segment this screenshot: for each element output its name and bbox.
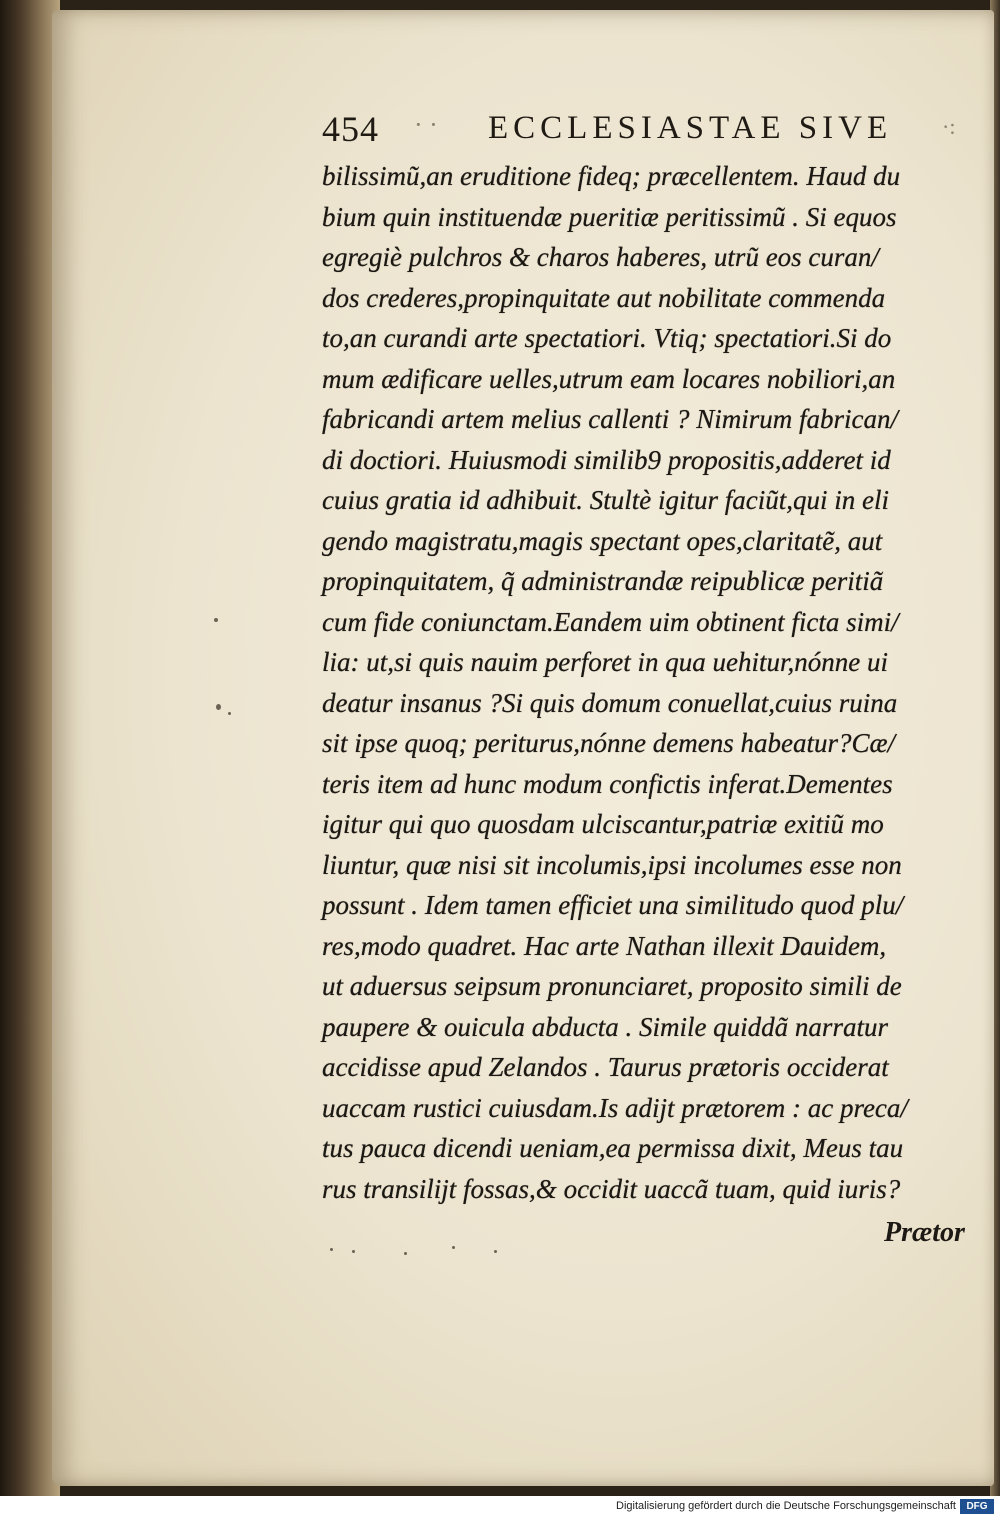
text-line: bilissimũ,an eruditione fideq; præcellentem. Haud du: [322, 161, 901, 191]
paper-speck: [404, 1252, 407, 1255]
paper-speck: [352, 1250, 355, 1253]
paper-speck: [216, 704, 221, 710]
text-line: dos crederes,propinquitate aut nobilitate commenda: [322, 282, 886, 313]
text-line: res,modo quadret. Hac arte Nathan illexit Dauidem,: [322, 930, 887, 961]
text-line: mum ædificare uelles,utrum eam locares nobiliori,an: [322, 363, 896, 394]
running-head: [322, 108, 962, 152]
printer-mark-icon: ·:: [942, 114, 956, 139]
text-line: gendo magistratu,magis spectant opes,claritatẽ, aut: [322, 525, 883, 556]
ornament-dots-icon: · ·: [414, 110, 438, 139]
page-number: 454: [322, 109, 379, 149]
catchword: Prætor: [884, 1217, 965, 1248]
text-line: tus pauca dicendi ueniam,ea permissa dixit, Meus tau: [322, 1133, 904, 1163]
text-line: lia: ut,si quis nauim perforet in qua uehitur,nónne ui: [322, 647, 888, 677]
paper-speck: [228, 712, 231, 715]
text-line: rus transilijt fossas,& occidit uaccã tuam, quid iuris?: [322, 1173, 901, 1204]
text-line: possunt . Idem tamen efficiet una similitudo quod plu/: [322, 890, 904, 920]
dfg-logo-icon: DFG: [960, 1499, 994, 1514]
text-line: cum fide coniunctam.Eandem uim obtinent ficta simi/: [322, 606, 899, 637]
paper-speck: [452, 1246, 455, 1249]
paper-speck: [494, 1250, 497, 1253]
text-line: teris item ad hunc modum confictis inferat.Dementes: [322, 768, 893, 799]
body-text: [322, 156, 962, 1209]
text-line: di doctiori. Huiusmodi similib9 propositis,adderet id: [322, 444, 891, 475]
text-line: propinquitatem, q̃ administrandæ reipublicæ peritiã: [322, 566, 884, 596]
text-line: sit ipse quoq; periturus,nónne demens habeatur?Cæ/: [322, 728, 895, 758]
text-line: liuntur, quæ nisi sit incolumis,ipsi incolumes esse non: [322, 849, 902, 880]
text-line: cuius gratia id adhibuit. Stultè igitur faciũt,qui in eli: [322, 485, 889, 515]
text-line: egregiè pulchros & charos haberes, utrũ eos curan/: [322, 242, 879, 272]
text-line: fabricandi artem melius callenti ? Nimirum fabrican/: [322, 404, 898, 434]
text-line: ut aduersus seipsum pronunciaret, proposito simili de: [322, 971, 902, 1001]
text-line: paupere & ouicula abducta . Simile quiddã narratur: [322, 1011, 888, 1042]
book-spine-edge: [0, 0, 60, 1496]
text-line: to,an curandi arte spectatiori. Vtiq; spectatiori.Si do: [322, 323, 892, 353]
text-line: igitur qui quo quosdam ulciscantur,patriæ exitiũ mo: [322, 809, 884, 839]
running-head-title: ECCLESIASTAE SIVE: [488, 110, 893, 146]
text-line: uaccam rustici cuiusdam.Is adijt prætorem : ac preca/: [322, 1092, 908, 1123]
paper-speck: [214, 618, 218, 622]
paper-speck: [330, 1248, 333, 1251]
text-line: deatur insanus ?Si quis domum conuellat,cuius ruina: [322, 687, 898, 718]
funding-credit: Digitalisierung gefördert durch die Deutsche Forschungsgemeinschaft: [616, 1500, 956, 1512]
text-line: accidisse apud Zelandos . Taurus prætoris occiderat: [322, 1052, 889, 1082]
text-line: bium quin instituendæ pueritiæ peritissimũ . Si equos: [322, 201, 897, 232]
footer-bar: [0, 1496, 1000, 1518]
